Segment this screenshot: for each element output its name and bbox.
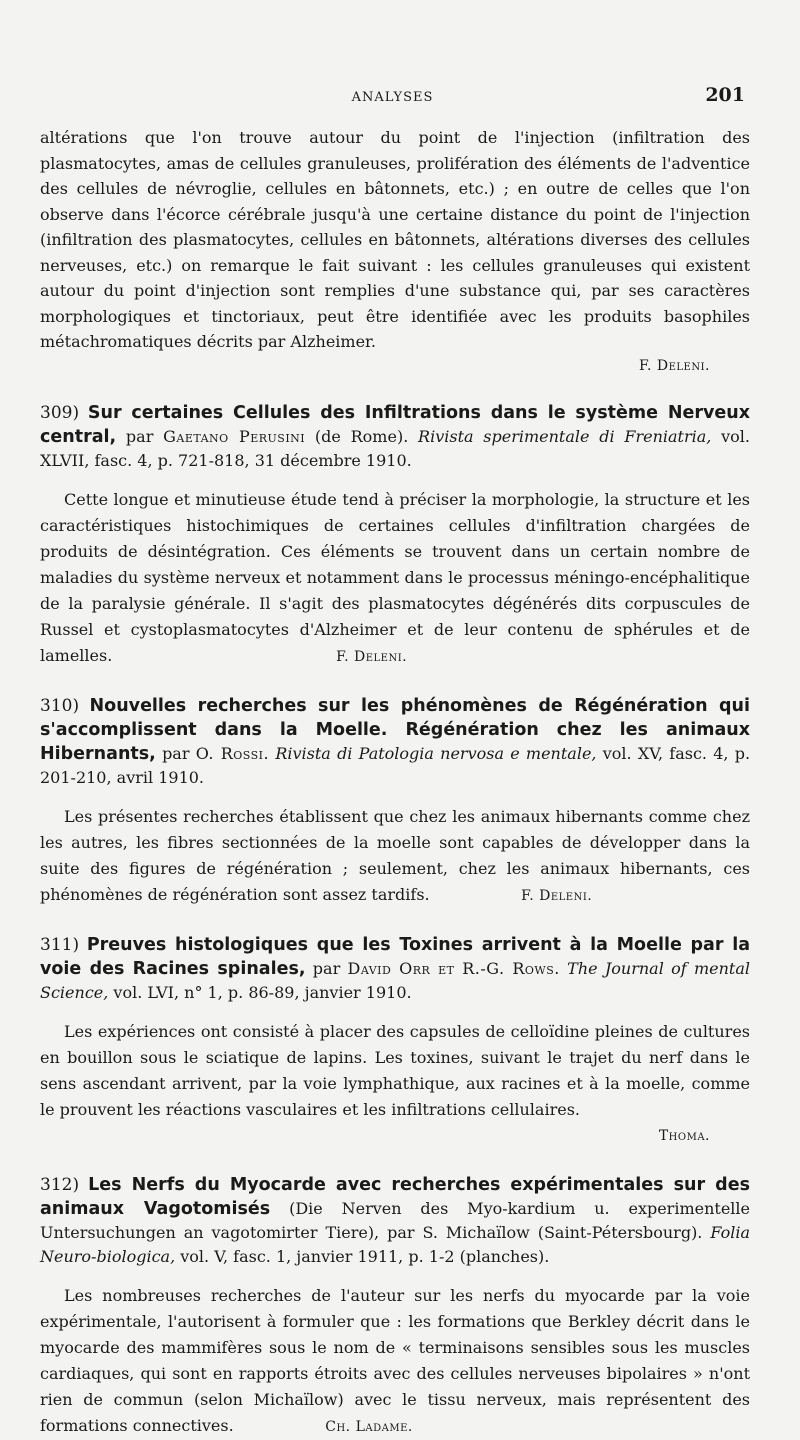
entry-heading: [40, 933, 750, 1005]
entry-signature: F. Deleni.: [336, 648, 408, 665]
entry-reference: vol. XV, fasc. 4, p. 201-210, avril 1910.: [40, 743, 751, 787]
entry-journal: Folia Neuro-biologica,: [40, 1222, 750, 1266]
entry-reference: vol. XLVII, fasc. 4, p. 721-818, 31 décembre 1910.: [40, 426, 750, 470]
entry-text: Les nombreuses recherches de l'auteur sur les nerfs du myocarde par la voie expérimentale, l'autorisent à formuler que : les formations que Berkley décrit dans le myocarde des mammifères sous le nom de « terminaisons sensibles sous les muscles cardiaques, qui sont en rapports étroits avec des cellules nerveuses bipolaires » n'ont rien de commun (selon Michaïlow) avec le tissu nerveux, mais représentent des formations connectives. Ch. Ladame.: [40, 1285, 750, 1435]
entry-signature: Thoma.: [658, 1127, 710, 1144]
entry-number: 311): [40, 934, 80, 955]
entry-author: David Orr et R.-G. Rows.: [347, 958, 560, 978]
entry-journal: Rivista di Patologia nervosa e mentale,: [275, 743, 597, 763]
entry-number: 310): [40, 695, 80, 716]
entry-signature: Ch. Ladame.: [325, 1418, 413, 1435]
entry-by: par: [162, 743, 190, 763]
entry-reference: vol. V, fasc. 1, janvier 1911, p. 1-2 (planches).: [180, 1246, 550, 1266]
entry-number: 309): [40, 402, 80, 423]
entry-309: [40, 401, 750, 670]
entry-journal: Rivista sperimentale di Freniatria,: [418, 426, 712, 446]
entry-affiliation: (de Rome).: [314, 426, 409, 446]
entry-signature-line: [40, 1123, 750, 1149]
entry-311: [40, 933, 750, 1149]
entry-heading: [40, 1173, 750, 1269]
intro-paragraph: altérations que l'on trouve autour du point de l'injection (infiltration des plasmatocytes, amas de cellules granuleuses, prolifération des éléments de l'adventice des cellules de névroglie, cellules en bâtonnets, etc.) ; en outre de celles que l'on observe dans l'écorce cérébrale jusqu'à une certaine distance du point de l'injection (infiltration des plasmatocytes, cellules en bâtonnets, altérations diverses des cellules nerveuses, etc.) on remarque le fait suivant : les cellules granuleuses qui existent autour du point d'injection sont remplies d'une substance qui, par ses caractères morphologiques et tinctoriaux, peut être identifiée avec les produits basophiles métachromatiques décrits par Alzheimer.: [40, 128, 750, 351]
entry-312: [40, 1173, 750, 1440]
entry-by: par: [312, 958, 341, 978]
entry-author: Gaetano Perusini: [163, 426, 306, 446]
page-number: 201: [705, 84, 745, 106]
entry-title: Les Nerfs du Myocarde avec recherches expérimentales sur des animaux Vagotomisés: [40, 1174, 750, 1219]
page-header: [40, 84, 745, 112]
entry-title: Nouvelles recherches sur les phénomènes de Régénération qui s'accomplissent dans la Moelle. Régénération chez les animaux Hibernants,: [40, 695, 750, 764]
entry-title: Sur certaines Cellules des Infiltrations dans le système Nerveux central,: [40, 402, 750, 447]
entry-body: [40, 1283, 750, 1440]
entry-number: 312): [40, 1174, 80, 1195]
entry-title: Preuves histologiques que les Toxines arrivent à la Moelle par la voie des Racines spinales,: [40, 934, 751, 979]
entry-body: [40, 804, 750, 909]
entry-text: Les expériences ont consisté à placer des capsules de celloïdine pleines de cultures en bouillon sous le sciatique de lapins. Les toxines, suivant le trajet du nerf dans le sens ascendant arrivent, par la voie lymphathique, aux racines et à la moelle, comme le prouvent les réactions vasculaires et les infiltrations cellulaires.: [40, 1021, 750, 1119]
entry-signature: F. Deleni.: [521, 887, 593, 904]
entry-text: Les présentes recherches établissent que chez les animaux hibernants comme chez les autres, les fibres sectionnées de la moelle sont capables de développer dans la suite des figures de régénération ; seulement, chez les animaux hibernants, ces phénomènes de régénération sont assez tardifs. F. Deleni.: [40, 806, 750, 904]
intro-signature: F. Deleni.: [638, 357, 710, 374]
page-body: [40, 125, 750, 1440]
entry-heading: [40, 694, 750, 790]
entry-by: par: [125, 426, 154, 446]
entry-journal: The Journal of mental Science,: [40, 958, 750, 1002]
entry-reference: vol. LVI, n° 1, p. 86-89, janvier 1910.: [113, 982, 412, 1002]
running-head: ANALYSES: [351, 90, 434, 105]
entry-author: O. Rossi.: [195, 743, 270, 763]
entry-body: [40, 1019, 750, 1149]
entry-text: Cette longue et minutieuse étude tend à préciser la morphologie, la structure et les caractéristiques histochimiques de certaines cellules d'infiltration chargées de produits de désintégration. Ces éléments se trouvent dans un certain nombre de maladies du système nerveux et notamment dans le processus méningo-encéphalitique de la paralysie générale. Il s'agit des plasmatocytes dégénérés dits corpuscules de Russel et cystoplasmatocytes d'Alzheimer et de leur contenu de sphérules et de lamelles. F. Deleni.: [40, 489, 750, 665]
entry-310: [40, 694, 750, 909]
entry-heading: [40, 401, 750, 473]
entry-affiliation: (Die Nerven des Myo-kardium u. experimentelle Untersuchungen an vagotomirter Tiere), par S. Michaïlow (Saint-Pétersbourg).: [40, 1198, 750, 1242]
entry-body: [40, 487, 750, 670]
